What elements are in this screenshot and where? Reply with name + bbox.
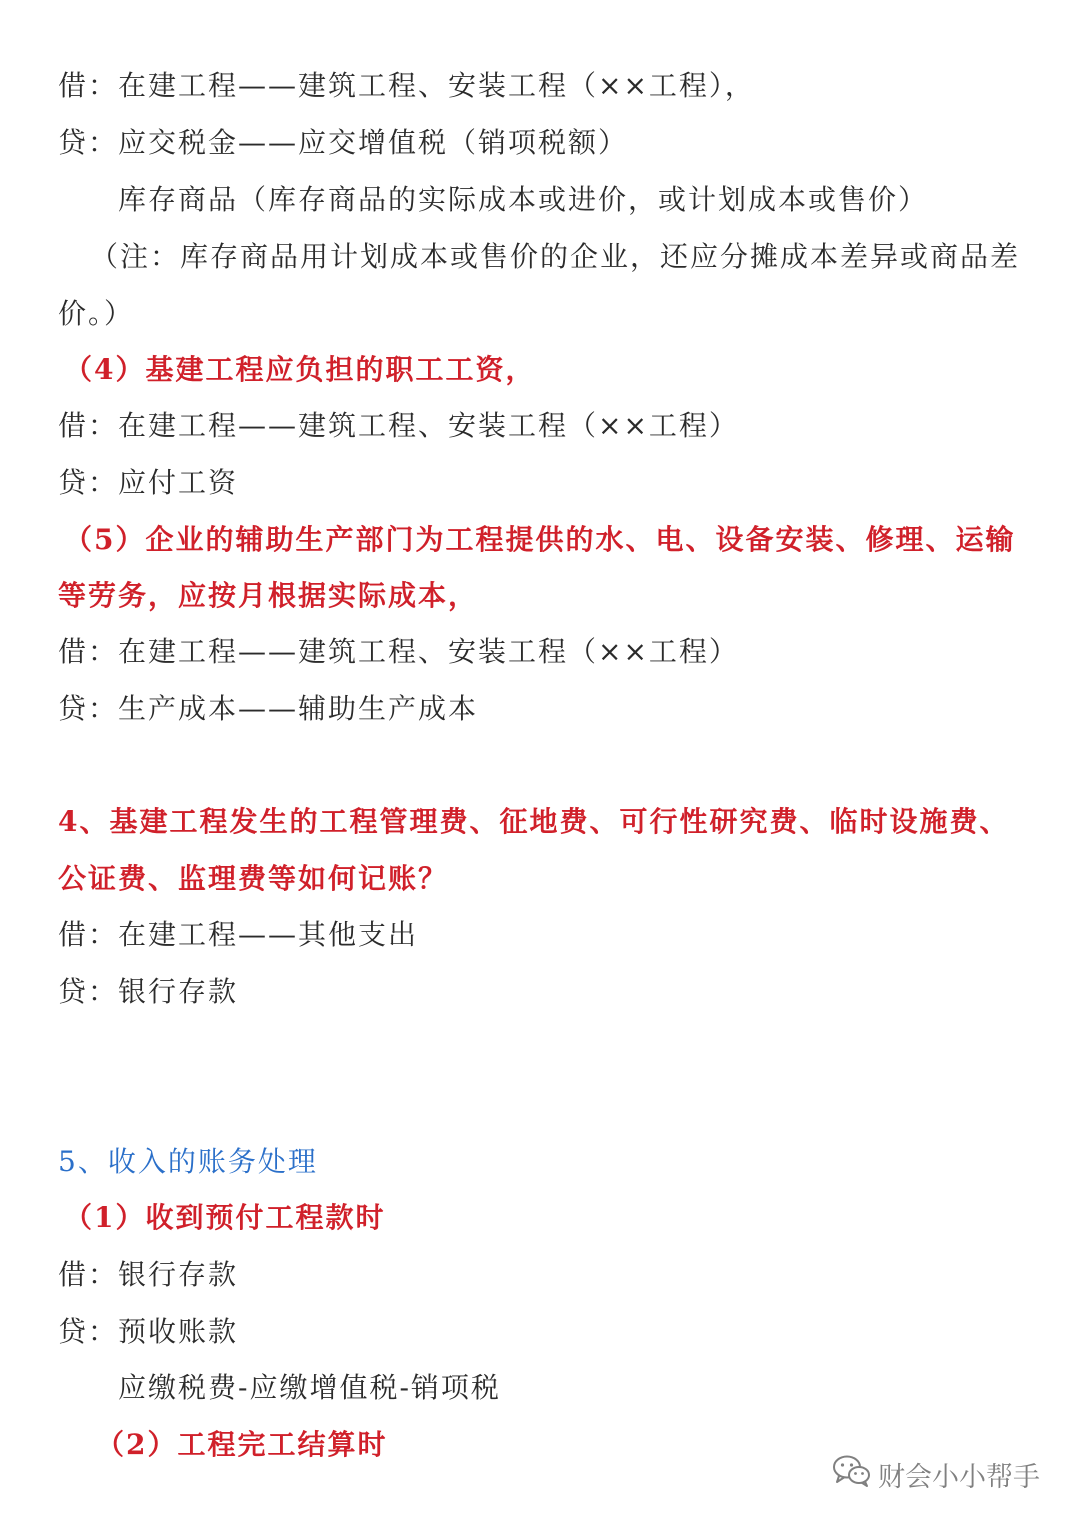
credit-subline: 库存商品（库存商品的实际成本或进价，或计划成本或售价） — [118, 183, 929, 216]
section-heading: （1）收到预付工程款时 — [64, 1201, 386, 1234]
watermark-text: 财会小小帮手 — [878, 1461, 1040, 1493]
debit-line: 借：在建工程——建筑工程、安装工程（××工程） — [58, 635, 739, 668]
question-heading: 4、基建工程发生的工程管理费、征地费、可行性研究费、临时设施费、 — [58, 805, 1010, 838]
note-line-cont: 价。） — [58, 297, 135, 330]
section-heading-cont: 等劳务，应按月根据实际成本， — [58, 579, 479, 612]
watermark — [832, 1454, 1040, 1494]
topic-heading: 5、收入的账务处理 — [58, 1145, 318, 1178]
credit-line: 贷：应交税金——应交增值税（销项税额） — [58, 126, 629, 159]
credit-line: 贷：生产成本——辅助生产成本 — [58, 692, 479, 725]
section-heading: （5）企业的辅助生产部门为工程提供的水、电、设备安装、修理、运输 — [64, 523, 1016, 556]
section-heading: （2）工程完工结算时 — [96, 1428, 388, 1461]
debit-line: 借：银行存款 — [58, 1258, 239, 1291]
credit-line: 贷：预收账款 — [58, 1315, 239, 1348]
note-line: （注：库存商品用计划成本或售价的企业，还应分摊成本差异或商品差 — [90, 240, 1021, 273]
credit-line: 贷：银行存款 — [58, 975, 239, 1008]
debit-line: 借：在建工程——其他支出 — [58, 918, 419, 951]
debit-line: 借：在建工程——建筑工程、安装工程（××工程）， — [58, 69, 755, 102]
wechat-icon — [832, 1454, 872, 1495]
credit-subline: 应缴税费-应缴增值税-销项税 — [118, 1371, 501, 1404]
debit-line: 借：在建工程——建筑工程、安装工程（××工程） — [58, 409, 739, 442]
credit-line: 贷：应付工资 — [58, 466, 239, 499]
section-heading: （4）基建工程应负担的职工工资， — [64, 353, 536, 386]
question-heading-cont: 公证费、监理费等如何记账？ — [58, 862, 449, 895]
